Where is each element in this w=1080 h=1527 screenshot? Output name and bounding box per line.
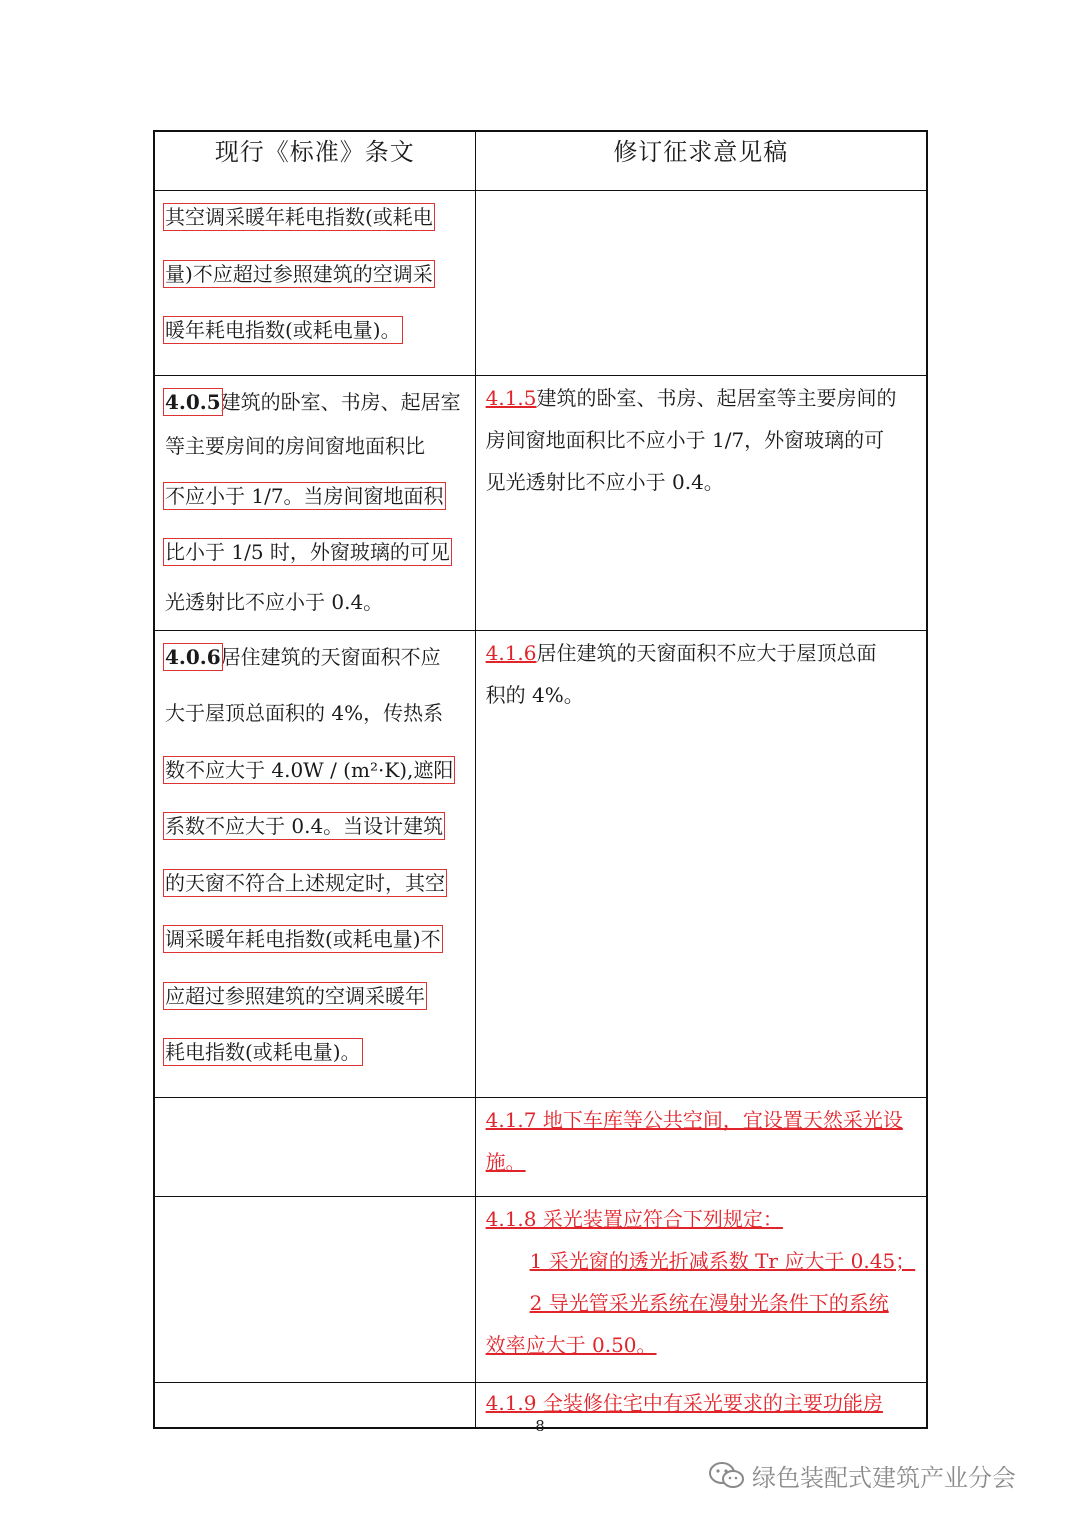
text-line: 的天窗不符合上述规定时，其空 <box>165 870 445 895</box>
text-line: 4.1.9 全装修住宅中有采光要求的主要功能房 <box>485 1390 883 1415</box>
text-line: 1 采光窗的透光折减系数 Tr 应大于 0.45； <box>529 1248 916 1273</box>
watermark <box>708 1458 1016 1497</box>
text-line: 调采暖年耗电指数(或耗电量)不 <box>165 927 441 951</box>
cell-current-text <box>154 630 475 1097</box>
header-current-standard: 现行《标准》条文 <box>154 131 475 191</box>
clause-code: 4.1.5 <box>485 385 537 410</box>
text-line: 见光透射比不应小于 0.4。 <box>485 469 724 494</box>
table-row <box>154 630 927 1097</box>
cell-current-text <box>154 375 475 630</box>
text-line: 建筑的卧室、书房、起居室 <box>220 389 461 414</box>
text-line: 应超过参照建筑的空调采暖年 <box>165 983 425 1008</box>
text-line: 不应小于 1/7。当房间窗地面积 <box>165 483 444 508</box>
table-row <box>154 375 927 630</box>
text-line: 效率应大于 0.50。 <box>485 1332 657 1357</box>
text-line: 等主要房间的房间窗地面积比 <box>165 433 425 458</box>
text-line: 居住建筑的天窗面积不应 <box>220 644 441 669</box>
text-line: 施。 <box>485 1149 526 1174</box>
table-row <box>154 1196 927 1382</box>
text-line: 大于屋顶总面积的 4%，传热系 <box>165 701 444 725</box>
text-line: 4.1.8 采光装置应符合下列规定： <box>485 1206 783 1231</box>
text-line: 光透射比不应小于 0.4。 <box>165 589 384 614</box>
cell-revision-text <box>475 375 927 630</box>
cell-current-text <box>154 191 475 376</box>
wechat-icon <box>708 1461 746 1497</box>
cell-revision-text <box>475 1097 927 1196</box>
text-line: 居住建筑的天窗面积不应大于屋顶总面 <box>536 640 877 665</box>
text-line: 4.1.7 地下车库等公共空间，宜设置天然采光设 <box>485 1107 903 1132</box>
cell-revision-text <box>475 1196 927 1382</box>
cell-revision-text <box>475 630 927 1097</box>
text-line: 量)不应超过参照建筑的空调采 <box>165 261 433 286</box>
page-number: 8 <box>535 1417 545 1435</box>
clause-code: 4.0.6 <box>165 644 221 669</box>
clause-code: 4.0.5 <box>165 389 221 414</box>
table-row <box>154 191 927 376</box>
text-line: 数不应大于 4.0W / (m²·K),遮阳 <box>165 757 454 782</box>
header-revision-draft: 修订征求意见稿 <box>475 131 927 191</box>
text-line: 暖年耗电指数(或耗电量)。 <box>165 318 401 342</box>
text-line: 2 导光管采光系统在漫射光条件下的系统 <box>529 1290 889 1315</box>
text-line: 其空调采暖年耗电指数(或耗电 <box>165 205 433 229</box>
table-row <box>154 1097 927 1196</box>
watermark-text: 绿色装配式建筑产业分会 <box>752 1464 1016 1492</box>
cell-current-text <box>154 1097 475 1196</box>
text-line: 系数不应大于 0.4。当设计建筑 <box>165 814 444 838</box>
text-line: 房间窗地面积比不应小于 1/7，外窗玻璃的可 <box>485 427 885 452</box>
clause-code: 4.1.6 <box>485 640 537 665</box>
text-line: 积的 4%。 <box>485 682 584 707</box>
comparison-table <box>153 130 928 1429</box>
cell-revision-text <box>475 191 927 376</box>
text-line: 比小于 1/5 时，外窗玻璃的可见 <box>165 539 450 564</box>
text-line: 建筑的卧室、书房、起居室等主要房间的 <box>536 385 897 410</box>
table-header-row <box>154 131 927 191</box>
cell-current-text <box>154 1196 475 1382</box>
text-line: 耗电指数(或耗电量)。 <box>165 1040 361 1064</box>
